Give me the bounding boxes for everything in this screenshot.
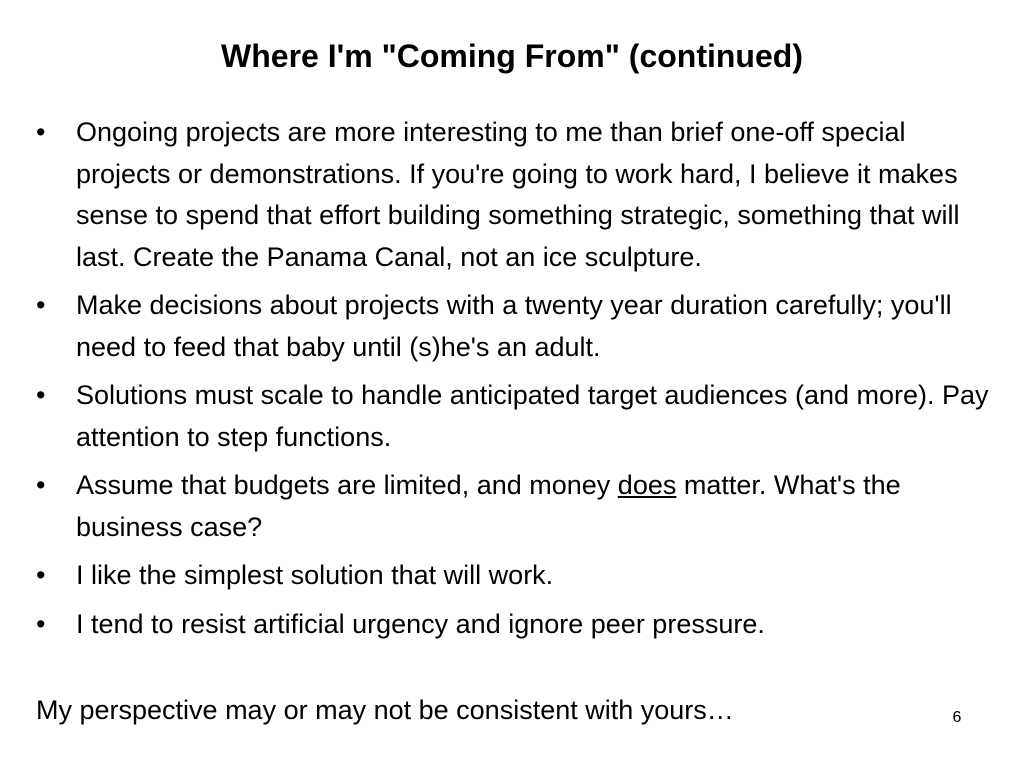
bullet-item [36, 555, 996, 597]
bullet-item [36, 465, 996, 548]
bullet-marker: • [36, 608, 46, 639]
bullet-item [36, 285, 996, 368]
bullet-text-segment: I tend to resist artificial urgency and ignore peer pressure. [76, 608, 765, 639]
bullet-text [76, 380, 989, 452]
bullet-marker: • [36, 380, 46, 410]
bullet-item [36, 604, 996, 646]
bullet-item [36, 112, 996, 278]
bullet-text-segment: Solutions must scale to handle anticipated target audiences (and more). Pay attention to step functions. [76, 380, 989, 452]
bullet-text [76, 470, 901, 542]
bullet-text-segment: I like the simplest solution that will work. [76, 560, 554, 590]
bullet-list [36, 112, 996, 652]
bullet-text-segment: Assume that budgets are limited, and money [76, 470, 618, 500]
bullet-marker: • [36, 560, 46, 590]
bullet-marker: • [36, 470, 46, 500]
slide-number: 6 [952, 709, 962, 726]
bullet-text-segment: Make decisions about projects with a twenty year duration carefully; you'll need to feed that baby until (s)he's an adult. [76, 290, 952, 362]
bullet-text-segment: matter. What's the business case? [76, 470, 901, 542]
bullet-marker: • [36, 117, 46, 147]
bullet-item [36, 375, 996, 458]
bullet-text [76, 560, 553, 590]
bullet-text [76, 609, 765, 639]
slide-title: Where I'm "Coming From" (continued) [221, 38, 803, 74]
closing-statement: My perspective may or may not be consistent with yours… [36, 695, 734, 725]
bullet-marker: • [36, 290, 46, 320]
bullet-text [76, 290, 952, 362]
bullet-text [76, 117, 960, 272]
bullet-text-segment: Ongoing projects are more interesting to me than brief one-off special projects or demonstrations. If you're going to work hard, I believe it makes sense to spend that effort building something strategic, something that will last. Create the Panama Canal, not an ice sculpture. [76, 117, 960, 272]
underlined-emphasis: does [617, 470, 677, 500]
